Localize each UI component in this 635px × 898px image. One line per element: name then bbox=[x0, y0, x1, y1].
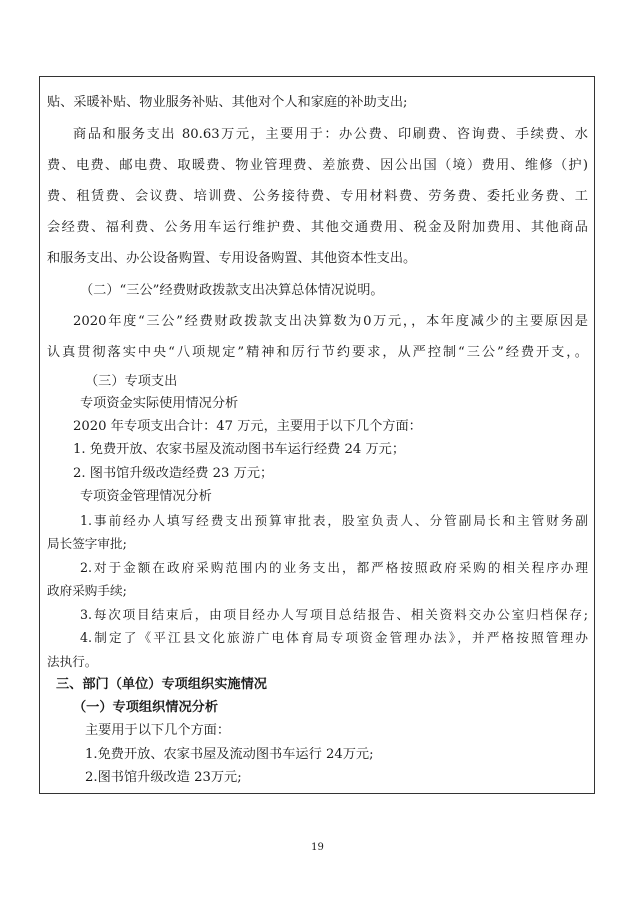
text-line: 3.每次项目结束后，由项目经办人写项目总结报告、相关资料交办公室归档保存; bbox=[80, 607, 588, 622]
text-line: 4.制定了《平江县文化旅游广电体育局专项资金管理办法》，并严格按照管理办 bbox=[80, 630, 588, 645]
text-line: 1.免费开放、农家书屋及流动图书车运行 24万元; bbox=[85, 747, 374, 762]
text-line: 2.图书馆升级改造 23万元; bbox=[85, 770, 242, 785]
section-heading: （三）专项支出 bbox=[85, 374, 178, 389]
text-line: 主要用于以下几个方面： bbox=[85, 723, 231, 738]
subheading: 专项资金实际使用情况分析 bbox=[80, 396, 239, 411]
text-line: 法执行。 bbox=[47, 654, 98, 669]
text-line: 2020 年专项支出合计：47 万元，主要用于以下几个方面： bbox=[73, 419, 422, 434]
section-heading: （二）“三公”经费财政拨款支出决算总体情况说明。 bbox=[80, 283, 384, 298]
text-line: 2.对于金额在政府采购范围内的业务支出，都严格按照政府采购的相关程序办理 bbox=[80, 560, 588, 575]
text-line: 1. 免费开放、农家书屋及流动图书车运行经费 24 万元； bbox=[73, 442, 406, 457]
text-line: 局长签字审批; bbox=[47, 536, 127, 551]
text-line: 政府采购手续; bbox=[47, 583, 127, 598]
text-line: 费、电费、邮电费、取暖费、物业管理费、差旅费、因公出国（境）费用、维修（护) bbox=[47, 158, 588, 173]
text-line: 1.事前经办人填写经费支出预算审批表，股室负责人、分管副局长和主管财务副 bbox=[80, 513, 588, 528]
text-line: 贴、采暖补贴、物业服务补贴、其他对个人和家庭的补助支出; bbox=[47, 95, 408, 110]
text-line: 2020年度“三公”经费财政拨款支出决算数为0万元，，本年度减少的主要原因是 bbox=[73, 314, 588, 329]
text-line: 会经费、福利费、公务用车运行维护费、其他交通费用、税金及附加费用、其他商品 bbox=[47, 220, 588, 235]
text-line: 和服务支出、办公设备购置、专用设备购置、其他资本性支出。 bbox=[47, 251, 417, 266]
subheading: 专项资金管理情况分析 bbox=[80, 489, 212, 504]
section-heading: （一）专项组织情况分析 bbox=[73, 700, 219, 715]
section-heading: 三、部门（单位）专项组织实施情况 bbox=[56, 677, 267, 692]
page-number: 19 bbox=[311, 842, 324, 853]
text-line: 商品和服务支出 80.63万元，主要用于：办公费、印刷费、咨询费、手续费、水 bbox=[73, 127, 588, 142]
text-line: 2. 图书馆升级改造经费 23 万元； bbox=[73, 466, 274, 481]
text-line: 认真贯彻落实中央“八项规定”精神和厉行节约要求，从严控制“三公”经费开支，。 bbox=[47, 345, 588, 360]
text-line: 费、租赁费、会议费、培训费、公务接待费、专用材料费、劳务费、委托业务费、工 bbox=[47, 189, 588, 204]
